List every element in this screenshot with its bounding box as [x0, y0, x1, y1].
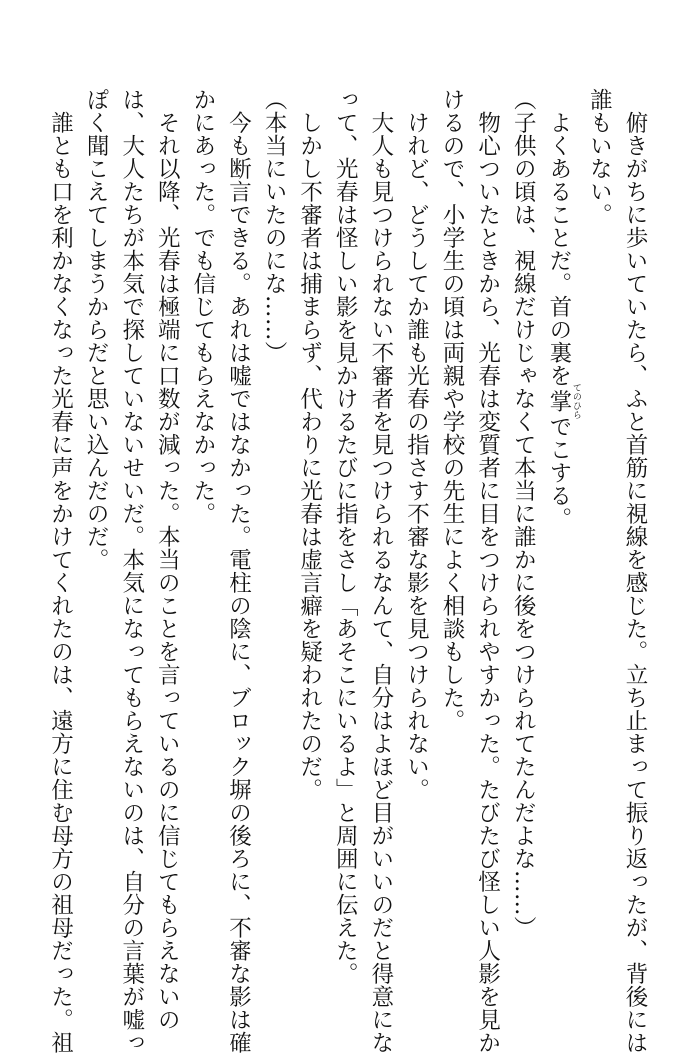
- text-line: 物心ついたときから、光春は変質者に目をつけられやすかった。たびたび怪しい人影を見か: [474, 88, 501, 1054]
- ruby-annotation: [545, 383, 581, 419]
- text-line: ぽく聞こえてしまうからだと思い込んだのだ。: [83, 88, 110, 571]
- text-line: 大人も見つけられない不審者を見つけられるなんて、自分はよほど目がいいのだと得意にな: [367, 88, 394, 1054]
- text-line: かにあった。でも信じてもらえなかった。: [189, 88, 216, 525]
- text-line: それ以降、光春は極端に口数が減った。本当のことを言っているのに信じてもらえないの: [154, 88, 181, 1031]
- ruby-reading: てのひら: [570, 383, 581, 419]
- text-segment: でこする。: [545, 415, 572, 530]
- text-line: （子供の頃は、視線だけじゃなくて本当に誰かに後をつけられてたんだよな……）: [510, 88, 537, 939]
- text-segment: よくあることだ。首の裏を: [545, 88, 572, 387]
- text-line: けるので、小学生の頃は両親や学校の先生によく相談もした。: [439, 88, 466, 732]
- ruby-base: 掌: [545, 383, 572, 419]
- text-line: 誰もいない。: [586, 88, 613, 226]
- text-line: けれど、どうしてか誰も光春の指さす不審な影を見つけられない。: [403, 88, 430, 801]
- text-line: は、大人たちが本気で探していないせいだ。本気になってもらえないのは、自分の言葉が嘘っ: [118, 88, 145, 1054]
- text-line: って、光春は怪しい影を見かけるたびに指をさし「あそこにいるよ」と周囲に伝えた。: [332, 88, 359, 985]
- text-line: しかし不審者は捕まらず、代わりに光春は虚言癖を疑われたのだ。: [296, 88, 323, 801]
- text-line-with-ruby: [540, 88, 581, 968]
- text-line: 俯きがちに歩いていたら、ふと首筋に視線を感じた。立ち止まって振り返ったが、背後には: [622, 88, 648, 1054]
- text-line: （本当にいたのにな……）: [261, 88, 288, 364]
- text-line: 誰とも口を利かなくなった光春に声をかけてくれたのは、遠方に住む母方の祖母だった。祖: [47, 88, 74, 1054]
- vertical-text-block: [42, 88, 652, 1054]
- text-line: 今も断言できる。あれは嘘ではなかった。電柱の陰に、ブロック塀の後ろに、不審な影は確: [225, 88, 252, 1054]
